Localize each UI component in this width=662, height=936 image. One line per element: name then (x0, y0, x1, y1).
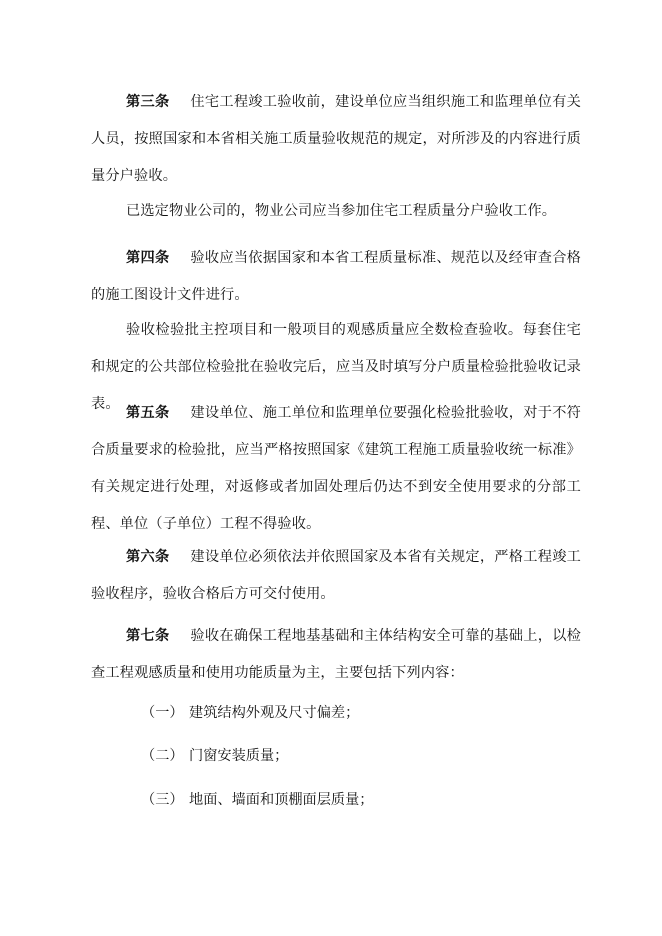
list-item (141, 790, 373, 810)
paragraph-article-6 (91, 539, 581, 613)
list-item-text: 门窗安装质量； (189, 748, 289, 764)
list-item-text: 地面、墙面和顶棚面层质量； (189, 792, 374, 808)
paragraph-article-4 (91, 240, 581, 314)
list-item (141, 703, 359, 723)
paragraph-text: 验收检验批主控项目和一般项目的观感质量应全数检查验收。每套住宅和规定的公共部位检验批在验收完后，应当及时填写分户质量检验批验收记录表。 (91, 322, 581, 412)
list-item (141, 746, 288, 766)
paragraph-text: 已选定物业公司的，物业公司应当参加住宅工程质量分户验收工作。 (126, 203, 557, 219)
paragraph-text: 建设单位必须依法并依照国家及本省有关规定，严格工程竣工验收程序，验收合格后方可交付使用。 (91, 549, 581, 602)
list-item-number: （三） (141, 792, 184, 808)
paragraph-article-7 (91, 618, 581, 692)
article-heading: 第五条 (126, 405, 170, 421)
paragraph-text: 验收在确保工程地基基础和主体结构安全可靠的基础上，以检查工程观感质量和使用功能质量为主，主要包括下列内容： (91, 628, 581, 681)
article-heading: 第三条 (126, 94, 170, 110)
article-heading: 第六条 (126, 549, 170, 565)
article-heading: 第七条 (126, 628, 170, 644)
paragraph-article-3-continued (91, 193, 581, 230)
paragraph-text: 建设单位、施工单位和监理单位要强化检验批验收，对于不符合质量要求的检验批，应当严格按照国家《建筑工程施工质量验收统一标准》有关规定进行处理，对返修或者加固处理后仍达不到安全使用要求的分部工程、单位（子单位）工程不得验收。 (91, 405, 581, 532)
paragraph-text: 住宅工程竣工验收前，建设单位应当组织施工和监理单位有关人员，按照国家和本省相关施工质量验收规范的规定，对所涉及的内容进行质量分户验收。 (91, 94, 581, 184)
list-item-number: （二） (141, 748, 184, 764)
paragraph-text: 验收应当依据国家和本省工程质量标准、规范以及经审查合格的施工图设计文件进行。 (91, 250, 581, 303)
list-item-number: （一） (141, 705, 184, 721)
paragraph-article-5 (91, 395, 581, 543)
paragraph-article-3 (91, 84, 581, 195)
list-item-text: 建筑结构外观及尺寸偏差； (189, 705, 360, 721)
article-heading: 第四条 (126, 250, 170, 266)
